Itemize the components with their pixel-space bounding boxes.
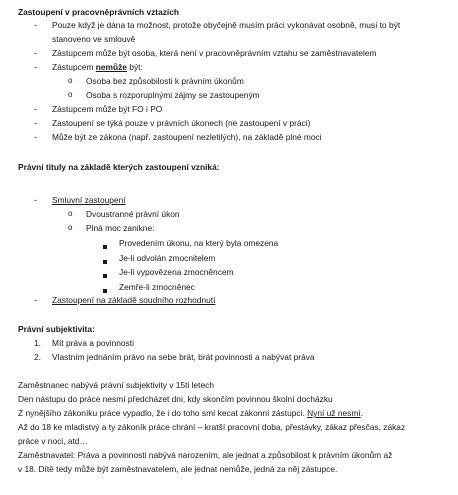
paragraph: Zaměstnavatel: Práva a povinnosti nabývá narozením, ale jednat a způsobilost k právním úkonům až bbox=[18, 450, 393, 460]
list-item-text: Zastoupení na základě soudního rozhodnutí bbox=[52, 295, 216, 305]
list-item-text: Zástupcem může být FO i PO bbox=[52, 104, 163, 114]
dash-bullet: - bbox=[34, 104, 37, 114]
paragraph bbox=[18, 408, 363, 418]
square-bullet bbox=[103, 241, 107, 251]
list-item-text: Dvoustranné právní úkon bbox=[86, 209, 180, 219]
list-item-text: Smluvní zastoupení bbox=[52, 195, 126, 205]
text-run: Zástupcem bbox=[52, 62, 96, 72]
square-bullet bbox=[103, 285, 107, 295]
dash-bullet: - bbox=[34, 195, 37, 205]
circle-bullet: o bbox=[68, 209, 73, 218]
text-run: Z nynějšího zákoníku práce vypadlo, že i do toho smí kecat zákonní zástupci. bbox=[18, 408, 308, 418]
list-number: 2. bbox=[34, 352, 41, 362]
text-run: . bbox=[360, 408, 363, 418]
list-item-text: Osoba s rozporuplnými zájmy se zastoupeným bbox=[86, 90, 260, 100]
list-item-text bbox=[52, 62, 143, 72]
dash-bullet: - bbox=[34, 20, 37, 30]
section-heading: Právní tituly na základě kterých zastoupení vzniká: bbox=[18, 162, 220, 172]
text-run: být: bbox=[126, 62, 143, 72]
list-item-text: Může být ze zákona (např. zastoupení nezletilých), na základě plné moci bbox=[52, 132, 322, 142]
section-heading: Zastoupení v pracovněprávních vztazích bbox=[18, 7, 180, 17]
emphasized-text: nemůže bbox=[95, 62, 127, 72]
list-item-text: Mít práva a povinnosti bbox=[52, 338, 134, 348]
paragraph: Zaměstnanec nabývá právní subjektivity v 15ti letech bbox=[18, 380, 214, 390]
list-item-text: Vlastním jednáním právo na sebe brát, brát povinnosti a nabývat práva bbox=[52, 352, 315, 362]
paragraph: práce v noci, atd… bbox=[18, 436, 88, 446]
circle-bullet: o bbox=[68, 223, 73, 232]
list-item-text: Plná moc zanikne: bbox=[86, 223, 155, 233]
list-item-text: Je-li odvolán zmocnitelem bbox=[119, 253, 216, 263]
list-item-text: Provedením úkonu, na který byla omezena bbox=[119, 238, 279, 248]
paragraph: v 18. Dítě tedy může být zaměstnavatelem, ale jednat nemůže, jedná za něj zástupce. bbox=[18, 464, 338, 474]
dash-bullet: - bbox=[34, 48, 37, 58]
list-item-text: Zemře-li zmocněnec bbox=[119, 282, 195, 292]
list-item-text: Zástupcem může být osoba, která není v pracovněprávním vztahu se zaměstnavatelem bbox=[52, 48, 377, 58]
section-heading: Právní subjektivita: bbox=[18, 324, 95, 334]
list-item-text: Osoba bez způsobilosti k právním úkonům bbox=[86, 76, 244, 86]
list-number: 1. bbox=[34, 338, 41, 348]
paragraph: Až do 18 ke mladistvý a ty zákoník práce chrání – kratší pracovní doba, přestávky, zákaz přesčas, zákaz bbox=[18, 422, 406, 432]
list-item-text: Je-li vypovězena zmocněncem bbox=[119, 267, 234, 277]
paragraph: Den nástupu do práce nesmí předcházet dni, kdy skončím povinnou školní docházku bbox=[18, 394, 333, 404]
dash-bullet: - bbox=[34, 62, 37, 72]
dash-bullet: - bbox=[34, 132, 37, 142]
dash-bullet: - bbox=[34, 118, 37, 128]
square-bullet bbox=[103, 256, 107, 266]
circle-bullet: o bbox=[68, 90, 73, 99]
dash-bullet: - bbox=[34, 295, 37, 305]
list-item-text: Zastoupení se týká pouze v právních úkonech (ne zastoupení v práci) bbox=[52, 118, 311, 128]
list-item-text: stanoveno ve smlouvě bbox=[52, 34, 136, 44]
underlined-text: Nyní už nesmí bbox=[307, 408, 361, 418]
circle-bullet: o bbox=[68, 76, 73, 85]
list-item-text: Pouze když je dána ta možnost, protože obyčejně musím práci vykonávat osobně, musí to být bbox=[52, 20, 401, 30]
square-bullet bbox=[103, 270, 107, 280]
